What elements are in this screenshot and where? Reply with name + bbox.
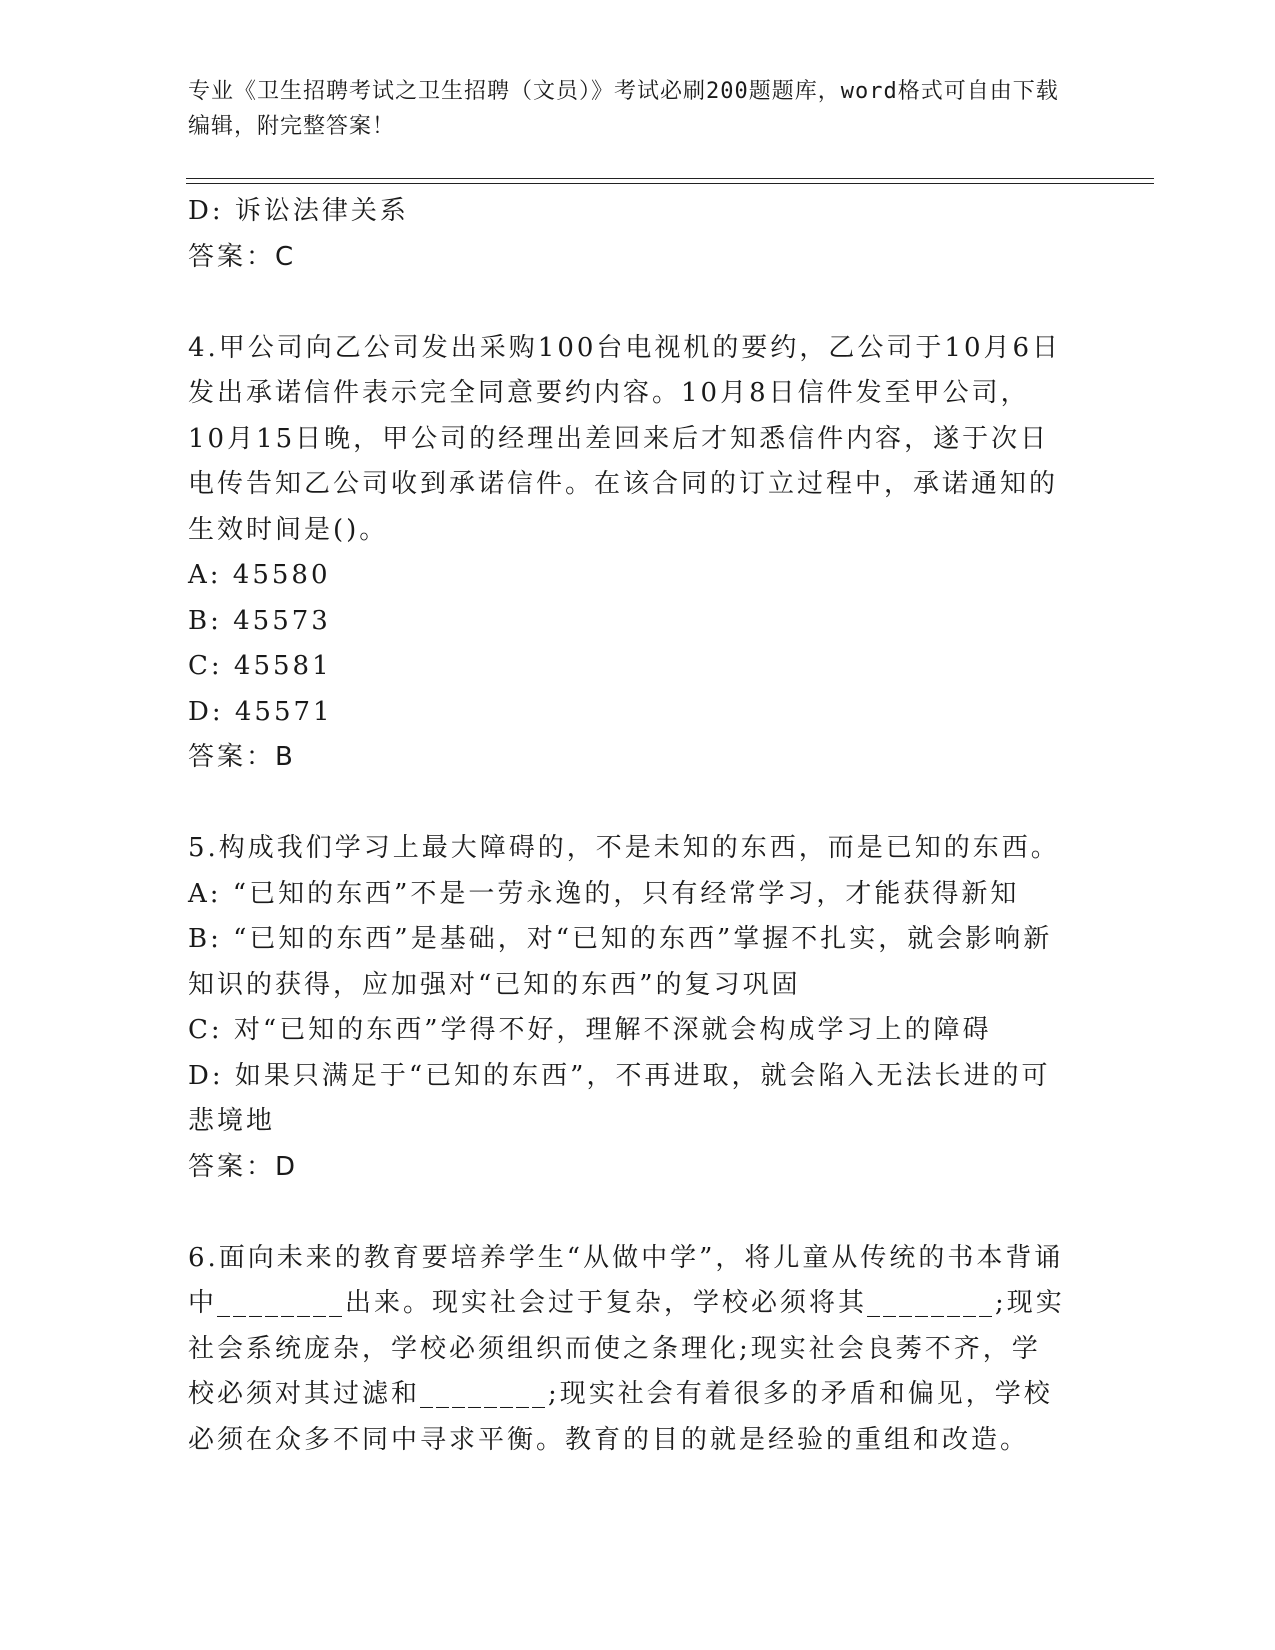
question-6 [188,1236,1068,1464]
option-c: C: 45581 [188,651,332,681]
question-gap [188,1190,1068,1236]
question-gap [188,781,1068,827]
option-a: A: 45580 [188,560,331,590]
option-d: D: 诉讼法律关系 [188,196,409,226]
page-header [188,74,1068,144]
header-divider-bottom [186,183,1154,184]
question-stem: 6.面向未来的教育要培养学生“从做中学”，将儿童从传统的书本背诵中________出来。现实社会过于复杂，学校必须将其________;现实社会系统庞杂，学校必须组织而使之条理化;现实社会良莠不齐，学校必须对其过滤和________;现实社会有着很多的矛盾和偏见，学校必须在众多不同中寻求平衡。教育的目的就是经验的重组和改造。 [188,1242,1065,1455]
page-title: 专业《卫生招聘考试之卫生招聘（文员）》考试必刷200题题库，word格式可自由下载编辑，附完整答案！ [188,79,1059,139]
question-4 [188,326,1068,781]
question-stem: 5.构成我们学习上最大障碍的，不是未知的东西，而是已知的东西。 [188,833,1060,863]
option-b: B: “已知的东西”是基础，对“已知的东西”掌握不扎实，就会影响新知识的获得，应加强对“已知的东西”的复习巩固 [188,924,1053,1000]
answer-line: 答案：C [188,241,297,272]
option-a: A: “已知的东西”不是一劳永逸的，只有经常学习，才能获得新知 [188,878,1020,909]
option-d: D: 45571 [188,696,333,727]
answer-line: 答案：B [188,742,296,772]
option-d: D: 如果只满足于“已知的东西”，不再进取，就会陷入无法长进的可悲境地 [188,1060,1051,1136]
header-divider-top [186,178,1154,179]
question-stem: 4.甲公司向乙公司发出采购100台电视机的要约，乙公司于10月6日发出承诺信件表示完全同意要约内容。10月8日信件发至甲公司，10月15日晚，甲公司的经理出差回来后才知悉信件内容，遂于次日电传告知乙公司收到承诺信件。在该合同的订立过程中，承诺通知的生效时间是()。 [188,332,1062,545]
option-b: B: 45573 [188,605,331,636]
document-body [188,189,1068,1463]
option-c: C: 对“已知的东西”学得不好，理解不深就会构成学习上的障碍 [188,1015,992,1045]
question-gap [188,280,1068,326]
answer-line: 答案：D [188,1151,299,1182]
question-5 [188,826,1068,1190]
